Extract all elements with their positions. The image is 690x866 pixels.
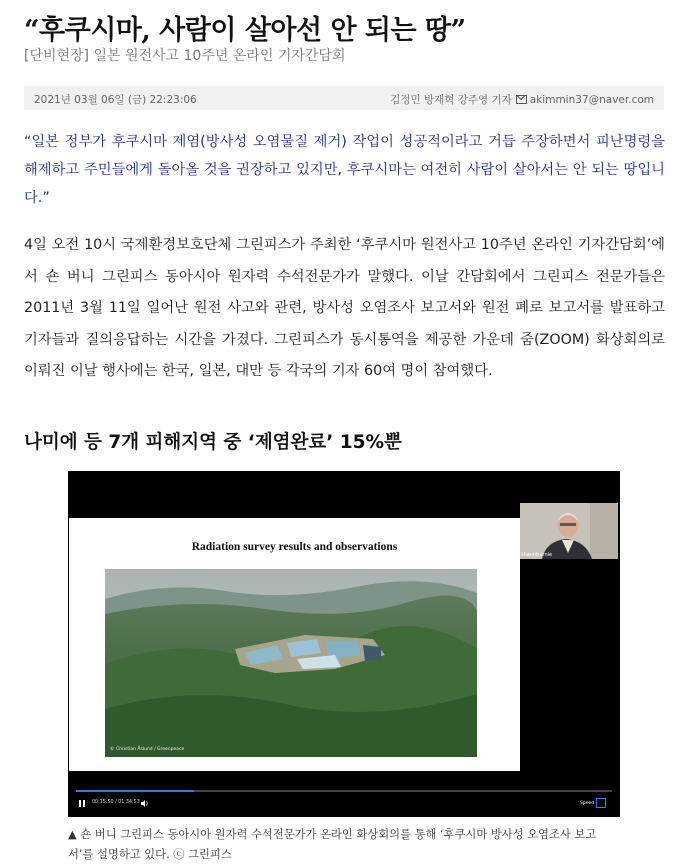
article-meta-bar (24, 86, 664, 110)
article-paragraph: 4일 오전 10시 국제환경보호단체 그린피스가 주최한 ‘후쿠시마 원전사고 10주년 온라인 기자간담회’에서 숀 버니 그린피스 동아시아 원자력 수석전문가가 말했다. 이날 간담회에서 그린피스 전문가들은 2011년 3월 11일 일어난 원전 사고와 관련, 방사성 오염조사 보고서와 원전 폐로 보고서를 발표하고 기자들과 질의응답하는 시간을 가졌다. 그린피스가 동시통역을 제공한 가운데 줌(ZOOM) 화상회의로 이뤄진 이날 행사에는 한국, 일본, 대만 등 각국의 기자 60여 명이 참여했다. (24, 237, 665, 379)
speaker-figure (520, 503, 618, 559)
participant-name: shaunburnie (521, 552, 553, 558)
aerial-landscape-photo (105, 569, 477, 757)
video-player[interactable] (68, 471, 620, 817)
fullscreen-icon[interactable] (596, 798, 606, 808)
publish-date: 2021년 03월 06일 (금) 22:23:06 (34, 94, 197, 106)
author-names: 김정민 방재혁 강주영 기자 (390, 94, 512, 106)
mail-icon (516, 95, 527, 104)
video-progress-bar[interactable] (76, 790, 612, 792)
video-time: 00:15:50 / 01:34:53 (92, 800, 140, 805)
participant-webcam (520, 503, 618, 559)
pause-icon[interactable] (79, 800, 85, 807)
video-controls (68, 795, 620, 815)
author-email[interactable]: akimmin37@naver.com (529, 94, 654, 106)
photo-credit: © Christian Åslund / Greenpeace (110, 747, 185, 752)
byline (390, 92, 654, 107)
slide-title: Radiation survey results and observations (191, 541, 398, 553)
video-progress-fill (76, 790, 194, 792)
image-caption: ▲ 숀 버니 그린피스 동아시아 원자력 수석전문가가 온라인 화상회의를 통해 ‘후쿠시마 방사성 오염조사 보고서’를 설명하고 있다. ⓒ 그린피스 (68, 828, 597, 861)
section-heading: 나미에 등 7개 피해지역 중 ‘제염완료’ 15%뿐 (24, 432, 402, 453)
presentation-slide (69, 518, 520, 771)
volume-icon[interactable] (141, 800, 149, 807)
lead-quote: “일본 정부가 후쿠시마 제염(방사성 오염물질 제거) 작업이 성공적이라고 거듭 주장하면서 피난명령을 해제하고 주민들에게 돌아올 것을 권장하고 있지만, 후쿠시마는 여전히 사람이 살아서는 안 되는 땅입니다.” (24, 134, 665, 206)
speed-control[interactable]: Speed (580, 801, 595, 806)
article-subtitle: [단비현장] 일본 원전사고 10주년 온라인 기자간담회 (24, 48, 346, 64)
article-title: “후쿠시마, 사람이 살아선 안 되는 땅” (24, 15, 466, 46)
